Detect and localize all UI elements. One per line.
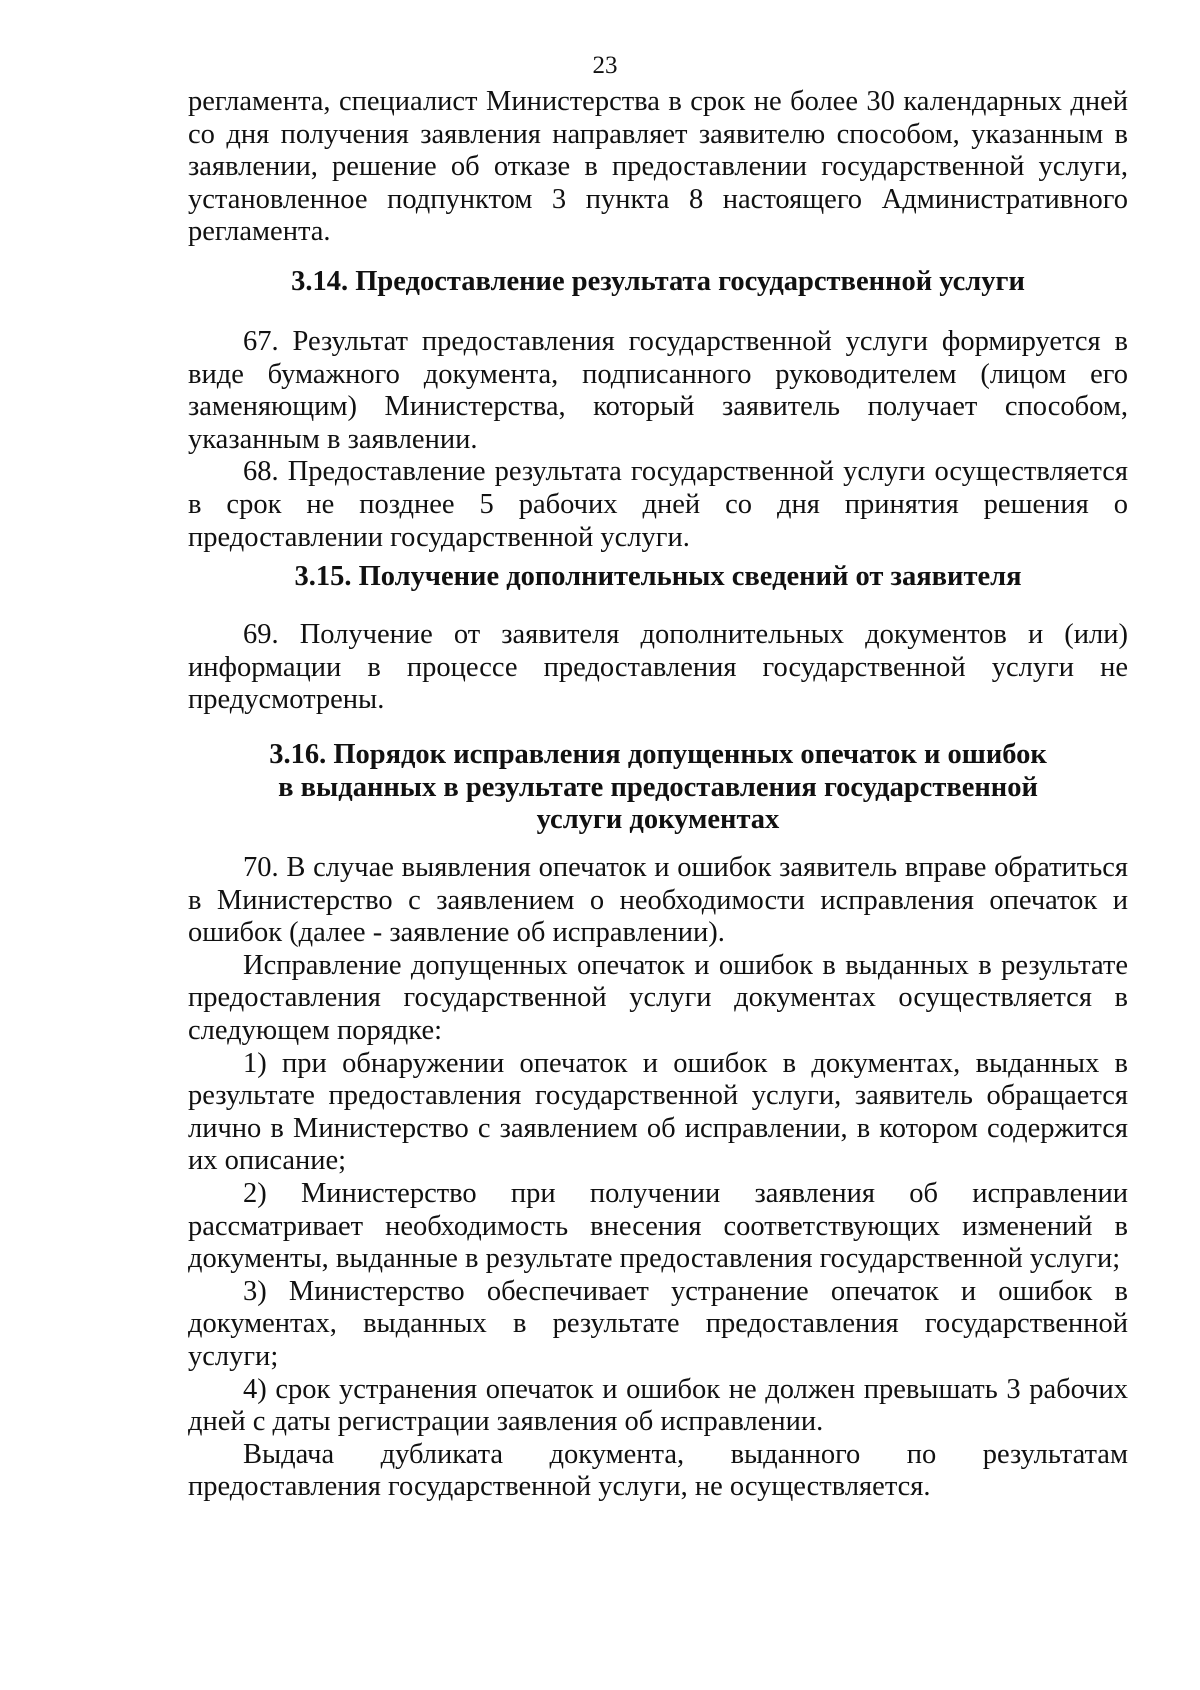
duplicate-paragraph: Выдача дубликата документа, выданного по результатам предоставления государственной услуги, не осуществляется. — [188, 1438, 1128, 1503]
paragraph-70: 70. В случае выявления опечаток и ошибок заявитель вправе обратиться в Министерство с заявлением о необходимости исправления опечаток и ошибок (далее - заявление об исправлении). — [188, 852, 1128, 949]
correction-step-4: 4) срок устранения опечаток и ошибок не должен превышать 3 рабочих дней с даты регистрации заявления об исправлении. — [188, 1373, 1128, 1438]
paragraph-67: 67. Результат предоставления государственной услуги формируется в виде бумажного документа, подписанного руководителем (лицом его заменяющим) Министерства, который заявитель получает способом, указанным в заявлении. — [188, 326, 1128, 455]
section-3-16-heading — [188, 739, 1128, 837]
intro-paragraph: регламента, специалист Министерства в срок не более 30 календарных дней со дня получения заявления направляет заявителю способом, указанным в заявлении, решение об отказе в предоставлении государственной услуги, установленное подпунктом 3 пункта 8 настоящего Административного регламента. — [188, 86, 1128, 248]
correction-step-1: 1) при обнаружении опечаток и ошибок в документах, выданных в результате предоставления государственной услуги, заявитель обращается лично в Министерство с заявлением об исправлении, в котором содержится их описание; — [188, 1047, 1128, 1177]
correction-order-intro: Исправление допущенных опечаток и ошибок в выданных в результате предоставления государственной услуги документах осуществляется в следующем порядке: — [188, 949, 1128, 1046]
page-number: 23 — [592, 52, 618, 79]
section-3-16-heading-line1: 3.16. Порядок исправления допущенных опечаток и ошибок — [269, 739, 1047, 770]
intro-paragraph-block — [188, 86, 1128, 249]
paragraph-68: 68. Предоставление результата государственной услуги осуществляется в срок не позднее 5 рабочих дней со дня принятия решения о предоставлении государственной услуги. — [188, 456, 1128, 553]
section-3-14-body — [188, 326, 1128, 554]
correction-step-3: 3) Министерство обеспечивает устранение опечаток и ошибок в документах, выданных в результате предоставления государственной услуги; — [188, 1275, 1128, 1372]
section-3-16-heading-line2: в выданных в результате предоставления государственной — [278, 771, 1038, 803]
section-3-16-heading-line3: услуги документах — [536, 804, 780, 836]
section-3-16-body — [188, 852, 1128, 1504]
section-3-15-heading: 3.15. Получение дополнительных сведений от заявителя — [294, 561, 1022, 592]
paragraph-69: 69. Получение от заявителя дополнительных документов и (или) информации в процессе предоставления государственной услуги не предусмотрены. — [188, 619, 1128, 716]
section-3-14-heading: 3.14. Предоставление результата государственной услуги — [291, 266, 1025, 297]
correction-step-2: 2) Министерство при получении заявления об исправлении рассматривает необходимость внесения соответствующих изменений в документы, выданные в результате предоставления государственной услуги; — [188, 1177, 1128, 1275]
section-3-15-body — [188, 619, 1128, 717]
